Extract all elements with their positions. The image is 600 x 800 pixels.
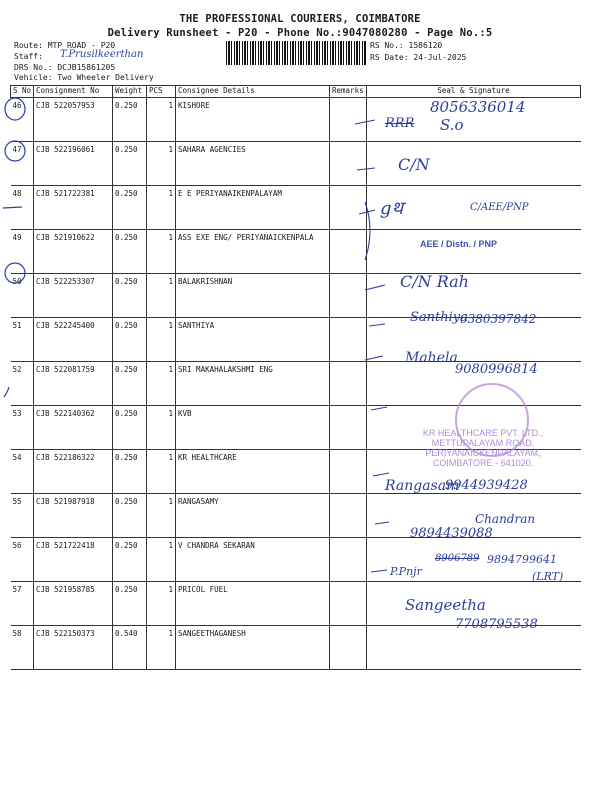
col-seal: Seal & Signature [367, 86, 581, 98]
table-header-row [11, 86, 581, 98]
stamp-49: AEE / Distn. / PNP [420, 239, 498, 249]
row-sno: 47 [11, 142, 34, 186]
remark-pen-marks [335, 110, 395, 620]
row-consignment: CJB 522253307 [34, 274, 113, 318]
col-weight: Weight [113, 86, 147, 98]
col-sno: S No [11, 86, 34, 98]
sig-51-name: Santhiya [410, 310, 468, 325]
drs-number: DRS No.: DCJB15861205 [14, 63, 116, 72]
sig-57-phone: 9894799641 [487, 553, 557, 566]
row-weight: 0.250 [113, 318, 147, 362]
row-weight: 0.250 [113, 494, 147, 538]
row-consignee: SRI MAKAHALAKSHMI ENG [176, 362, 330, 406]
rs-number: RS No.: 1586120 [370, 41, 443, 50]
row-weight: 0.250 [113, 186, 147, 230]
row-consignment: CJB 522186322 [34, 450, 113, 494]
row-sno: 57 [11, 582, 34, 626]
sig-56-name: Chandran [475, 512, 536, 526]
row-consignment: CJB 522081759 [34, 362, 113, 406]
row-pcs: 1 [147, 582, 176, 626]
barcode [226, 41, 366, 65]
row-pcs: 1 [147, 186, 176, 230]
row-weight: 0.250 [113, 362, 147, 406]
row-consignee: KR HEALTHCARE [176, 450, 330, 494]
stamp-54: KR HEALTHCARE PVT. LTD., METTUPALAYAM ROAD, PERIYANAICKENPALAYAM, COIMBATORE - 641020. [422, 428, 544, 468]
sig-46-strike: RRR [385, 116, 415, 131]
row-consignment: CJB 521722418 [34, 538, 113, 582]
row-consignee: SANTHIYA [176, 318, 330, 362]
sig-46-phone: 8056336014 [430, 98, 526, 116]
row-sno: 56 [11, 538, 34, 582]
sig-48: C/AEE/PNP [470, 202, 529, 213]
margin-pen-marks [0, 95, 40, 405]
row-consignee: V CHANDRA SEKARAN [176, 538, 330, 582]
sig-52-name: Mahela [405, 350, 458, 366]
row-pcs: 1 [147, 626, 176, 670]
row-pcs: 1 [147, 362, 176, 406]
row-consignee: RANGASAMY [176, 494, 330, 538]
row-consignment: CJB 522245400 [34, 318, 113, 362]
sig-52-phone: 9080996814 [455, 362, 538, 377]
sig-58-name: Sangeetha [405, 596, 486, 614]
table-row [11, 274, 581, 318]
row-consignee: E E PERIYANAIKENPALAYAM [176, 186, 330, 230]
col-pcs: PCS [147, 86, 176, 98]
staff-signature: T.Prusilkeerthan [60, 49, 144, 60]
col-consignee: Consignee Details [176, 86, 330, 98]
sig-51-phone: 6380397842 [460, 312, 537, 326]
col-consignment: Consignment No [34, 86, 113, 98]
row-weight: 0.250 [113, 98, 147, 142]
row-sno: 50 [11, 274, 34, 318]
row-pcs: 1 [147, 450, 176, 494]
row-sno: 58 [11, 626, 34, 670]
row-consignment: CJB 521958785 [34, 582, 113, 626]
runsheet-subtitle: Delivery Runsheet - P20 - Phone No.:9047080280 - Page No.:5 [107, 27, 493, 39]
row-consignment: CJB 522196061 [34, 142, 113, 186]
row-consignment: CJB 521987918 [34, 494, 113, 538]
table-row [11, 230, 581, 274]
row-consignee: SAHARA AGENCIES [176, 142, 330, 186]
sig-57-note: (LRT) [532, 570, 564, 583]
sig-47: C/N [398, 155, 430, 174]
row-sno: 51 [11, 318, 34, 362]
row-pcs: 1 [147, 230, 176, 274]
sig-46-signature: S.o [440, 116, 464, 134]
table-row [11, 142, 581, 186]
row-consignee: PRICOL FUEL [176, 582, 330, 626]
row-sno: 52 [11, 362, 34, 406]
row-weight: 0.250 [113, 142, 147, 186]
row-pcs: 1 [147, 538, 176, 582]
row-weight: 0.250 [113, 274, 147, 318]
row-consignee: KISHORE [176, 98, 330, 142]
row-weight: 0.250 [113, 406, 147, 450]
sig-55-phone: 9944939428 [445, 478, 528, 493]
row-seal [367, 626, 581, 670]
row-consignee: BALAKRISHNAN [176, 274, 330, 318]
table-row [11, 626, 581, 670]
row-pcs: 1 [147, 406, 176, 450]
rs-date: RS Date: 24-Jul-2025 [370, 53, 467, 62]
row-pcs: 1 [147, 318, 176, 362]
row-remarks [330, 626, 367, 670]
row-weight: 0.250 [113, 450, 147, 494]
row-sno: 49 [11, 230, 34, 274]
row-consignment: CJB 521910622 [34, 230, 113, 274]
staff-label: Staff: [14, 52, 43, 61]
row-sno: 55 [11, 494, 34, 538]
row-pcs: 1 [147, 274, 176, 318]
row-consignment: CJB 521722381 [34, 186, 113, 230]
sig-48-initials: gथ [380, 198, 404, 219]
route-label: Route: MTP ROAD - P20 [14, 41, 116, 50]
sig-57-strike: 8906789 [435, 553, 480, 564]
row-consignee: ASS EXE ENG/ PERIYANAICKENPALA [176, 230, 330, 274]
row-weight: 0.250 [113, 230, 147, 274]
row-consignment: CJB 522057953 [34, 98, 113, 142]
row-consignee: KVB [176, 406, 330, 450]
row-seal [367, 274, 581, 318]
row-pcs: 1 [147, 494, 176, 538]
row-pcs: 1 [147, 98, 176, 142]
row-weight: 0.250 [113, 538, 147, 582]
runsheet-table [10, 85, 581, 670]
row-consignment: CJB 522140362 [34, 406, 113, 450]
row-sno: 54 [11, 450, 34, 494]
sig-56-phone: 9894439088 [410, 526, 493, 541]
row-seal [367, 230, 581, 274]
row-sno: 48 [11, 186, 34, 230]
sig-55-name: Rangasam [385, 478, 460, 494]
row-sno: 46 [11, 98, 34, 142]
vehicle-label: Vehicle: Two Wheeler Delivery [14, 73, 154, 82]
row-weight: 0.540 [113, 626, 147, 670]
sig-58-phone: 7708795538 [455, 617, 538, 632]
sig-50: C/N Rah [400, 272, 469, 291]
row-consignment: CJB 522150373 [34, 626, 113, 670]
row-sno: 53 [11, 406, 34, 450]
row-weight: 0.250 [113, 582, 147, 626]
row-consignee: SANGEETHAGANESH [176, 626, 330, 670]
row-pcs: 1 [147, 142, 176, 186]
company-title: THE PROFESSIONAL COURIERS, COIMBATORE [179, 13, 421, 25]
col-remarks: Remarks [330, 86, 367, 98]
sig-57-name: P.Pnjr [390, 565, 422, 578]
